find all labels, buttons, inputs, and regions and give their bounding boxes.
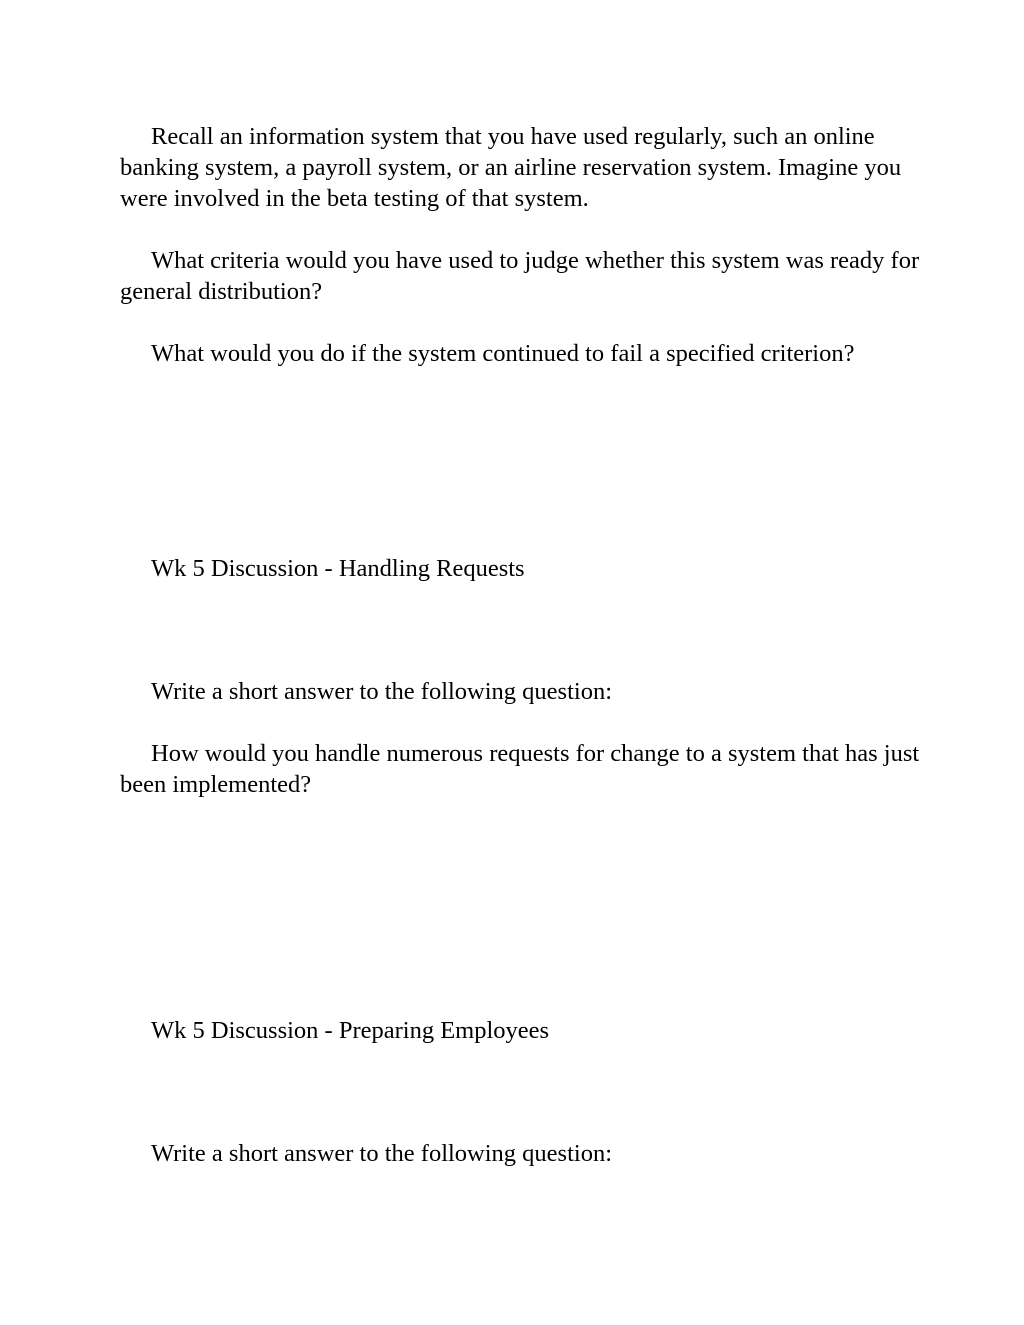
handling-requests-heading: Wk 5 Discussion - Handling Requests xyxy=(151,555,525,582)
criteria-question: What criteria would you have used to judge whether this system was ready for general distribution? xyxy=(120,247,920,305)
intro-paragraph: Recall an information system that you have used regularly, such an online banking system, a payroll system, or an airline reservation system. Imagine you were involved in the beta testing of that system. xyxy=(120,123,902,212)
handling-requests-question: How would you handle numerous requests for change to a system that has just been implemented? xyxy=(120,740,920,798)
preparing-employees-heading: Wk 5 Discussion - Preparing Employees xyxy=(151,1017,550,1044)
preparing-employees-instruction: Write a short answer to the following question: xyxy=(151,1140,613,1167)
failure-question: What would you do if the system continued to fail a specified criterion? xyxy=(151,340,855,367)
handling-requests-instruction: Write a short answer to the following question: xyxy=(151,678,613,705)
